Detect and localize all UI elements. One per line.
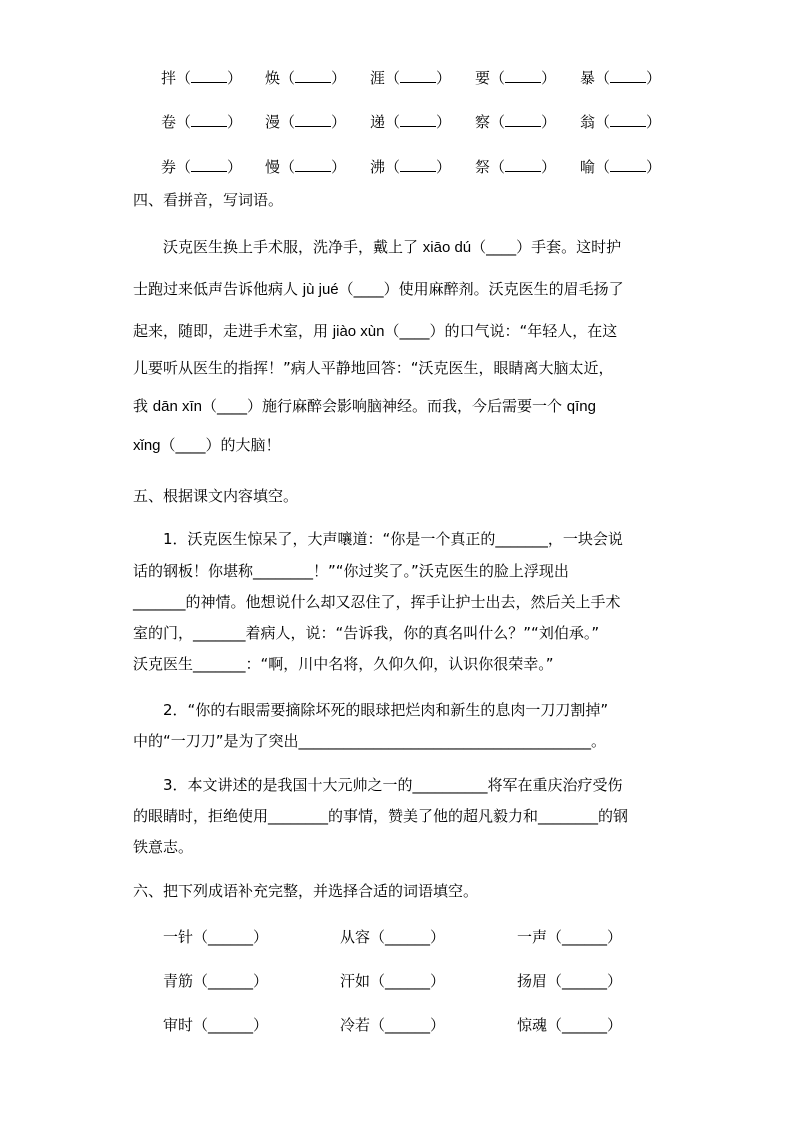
passage-line [133, 278, 624, 299]
grid-cell[interactable]: 涯（ ） [370, 69, 452, 87]
grid-cell[interactable]: 券（ ） [161, 158, 243, 176]
character: 暴 [580, 69, 596, 87]
passage-line [133, 320, 617, 341]
passage-text[interactable]: （____）使用麻醉剂。沃克医生的眉毛扬了 [338, 280, 624, 298]
character: 拌 [161, 69, 177, 87]
passage-text: 儿要听从医生的指挥！”病人平静地回答：“沃克医生，眼睛离大脑太近， [133, 359, 614, 377]
character: 慢 [265, 158, 281, 176]
grid-cell[interactable]: 喻（ ） [580, 158, 662, 176]
question-line[interactable]: 3．本文讲述的是我国十大元帅之一的__________将军在重庆治疗受伤 [163, 776, 623, 794]
pinyin: jiào xùn [332, 323, 385, 340]
answer-blank[interactable] [505, 112, 541, 127]
character: 涯 [370, 69, 386, 87]
answer-blank[interactable] [191, 68, 227, 83]
passage-text: 士跑过来低声告诉他病人 [133, 280, 303, 298]
idiom-item[interactable]: 审时（______） [163, 1016, 269, 1034]
character: 沸 [370, 158, 386, 176]
pinyin: dān xīn [152, 398, 202, 415]
answer-blank[interactable] [610, 68, 646, 83]
grid-cell[interactable]: 察（ ） [475, 113, 557, 131]
passage-text: 沃克医生换上手术服，洗净手，戴上了 [163, 238, 423, 256]
answer-blank[interactable] [400, 112, 436, 127]
grid-cell[interactable]: 卷（ ） [161, 113, 243, 131]
character: 祭 [475, 158, 491, 176]
answer-blank[interactable] [191, 112, 227, 127]
character: 券 [161, 158, 177, 176]
character: 焕 [265, 69, 281, 87]
question-line[interactable]: _______的神情。他想说什么却又忍住了，挥手让护士出去，然后关上手术 [133, 593, 621, 611]
section-5-heading: 五、根据课文内容填空。 [133, 487, 299, 505]
question-line[interactable]: 沃克医生_______：“啊，川中名将，久仰久仰，认识你很荣幸。” [133, 655, 554, 673]
grid-cell[interactable]: 翁（ ） [580, 113, 662, 131]
passage-line [133, 434, 281, 455]
character: 翁 [580, 113, 596, 131]
question-line: 铁意志。 [133, 838, 194, 856]
answer-blank[interactable] [400, 68, 436, 83]
idiom-item[interactable]: 从容（______） [340, 928, 446, 946]
idiom-item[interactable]: 青筋（______） [163, 972, 269, 990]
grid-cell[interactable]: 祭（ ） [475, 158, 557, 176]
grid-cell[interactable]: 沸（ ） [370, 158, 452, 176]
passage-text[interactable]: （____）的大脑！ [160, 436, 281, 454]
answer-blank[interactable] [295, 157, 331, 172]
question-line: 2．“你的右眼需要摘除坏死的眼球把烂肉和新生的息肉一刀刀割掉” [163, 701, 609, 719]
answer-blank[interactable] [610, 157, 646, 172]
idiom-item[interactable]: 一声（______） [517, 928, 623, 946]
answer-blank[interactable] [295, 68, 331, 83]
pinyin: xiāo dú [422, 239, 472, 256]
question-line[interactable]: 的眼睛时，拒绝使用________的事情，赞美了他的超凡毅力和________的钢 [133, 807, 629, 825]
section-4-heading: 四、看拼音，写词语。 [133, 191, 284, 209]
pinyin: qīng [566, 398, 596, 415]
grid-cell[interactable]: 慢（ ） [265, 158, 347, 176]
passage-text: 起来，随即，走进手术室，用 [133, 322, 333, 340]
section-6-heading: 六、把下列成语补充完整，并选择合适的词语填空。 [133, 882, 479, 900]
idiom-item[interactable]: 惊魂（______） [517, 1016, 623, 1034]
question-line[interactable]: 中的“一刀刀”是为了突出_______________________________________。 [133, 732, 607, 750]
passage-text[interactable]: （____）施行麻醉会影响脑神经。而我，今后需要一个 [202, 397, 567, 415]
idiom-item[interactable]: 汗如（______） [340, 972, 446, 990]
answer-blank[interactable] [505, 68, 541, 83]
character: 卷 [161, 113, 177, 131]
character: 喻 [580, 158, 596, 176]
grid-cell[interactable]: 暴（ ） [580, 69, 662, 87]
passage-line [133, 395, 596, 416]
idiom-item[interactable]: 扬眉（______） [517, 972, 623, 990]
question-line[interactable]: 话的钢板！你堪称________！”“你过奖了。”沃克医生的脸上浮现出 [133, 562, 569, 580]
idiom-item[interactable]: 一针（______） [163, 928, 269, 946]
answer-blank[interactable] [505, 157, 541, 172]
answer-blank[interactable] [295, 112, 331, 127]
passage-text[interactable]: （____）的口气说：“年轻人，在这 [384, 322, 618, 340]
grid-cell[interactable]: 焕（ ） [265, 69, 347, 87]
character: 递 [370, 113, 386, 131]
answer-blank[interactable] [400, 157, 436, 172]
pinyin: jù jué [302, 281, 339, 298]
idiom-item[interactable]: 冷若（______） [340, 1016, 446, 1034]
question-line[interactable]: 室的门，_______着病人，说：“告诉我，你的真名叫什么？”“刘伯承。” [133, 624, 600, 642]
grid-cell[interactable]: 漫（ ） [265, 113, 347, 131]
pinyin: xǐng [133, 437, 161, 454]
passage-line [163, 236, 621, 257]
passage-text: 我 [133, 397, 153, 415]
passage-line [133, 357, 614, 378]
grid-cell[interactable]: 拌（ ） [161, 69, 243, 87]
answer-blank[interactable] [191, 157, 227, 172]
character: 漫 [265, 113, 281, 131]
character: 察 [475, 113, 491, 131]
character: 要 [475, 69, 491, 87]
question-line[interactable]: 1．沃克医生惊呆了，大声嚷道：“你是一个真正的_______，一块会说 [163, 530, 623, 548]
passage-text[interactable]: （____）手套。这时护 [471, 238, 622, 256]
answer-blank[interactable] [610, 112, 646, 127]
grid-cell[interactable]: 递（ ） [370, 113, 452, 131]
grid-cell[interactable]: 要（ ） [475, 69, 557, 87]
